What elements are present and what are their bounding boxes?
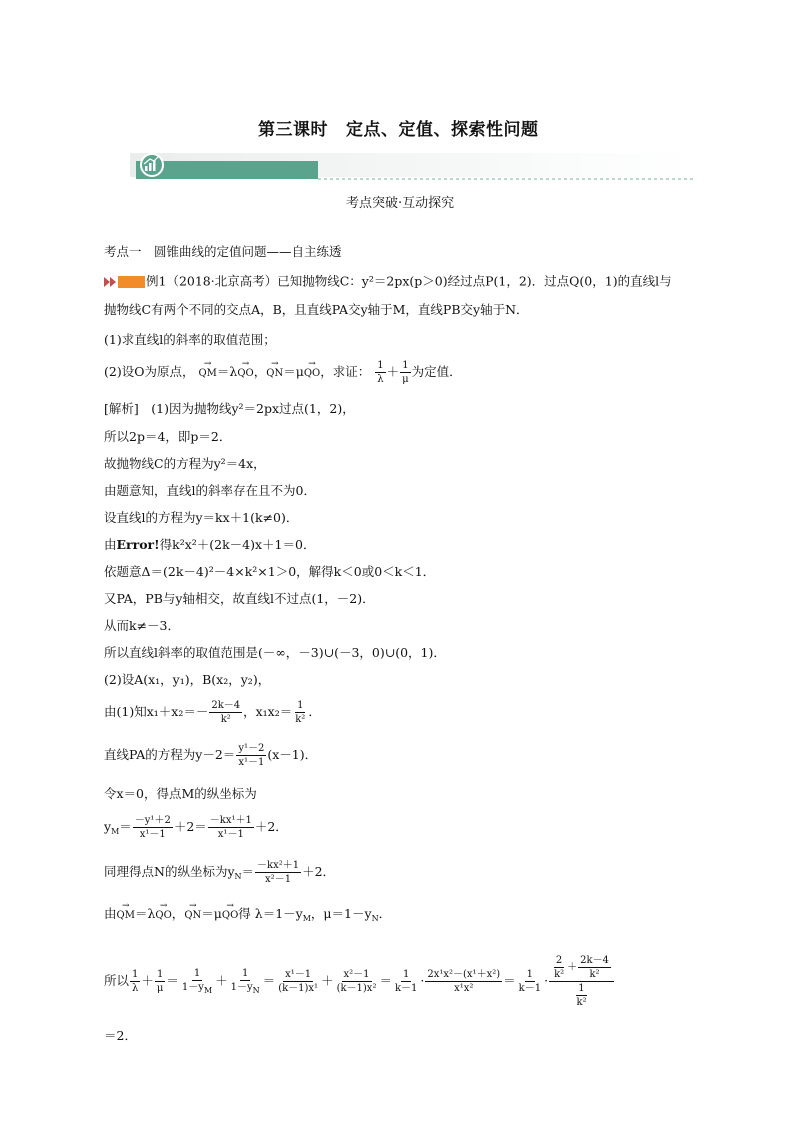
solution-line-15: $y_M=$ $\frac{\text{－y¹＋2}}{\text{x¹－1}}$ ＋2＝ $\frac{\text{－kx¹＋1}}{\text{x¹－1}}$ ＋2． (104, 815, 288, 840)
solution-line-10: 所以直线l斜率的取值范围是(－∞，－3)∪(－3，0)∪(0，1)． (104, 645, 446, 660)
title-topic: 定点、定值、探索性问题 (346, 120, 539, 140)
section-subtitle: 考点突破·互动探究 (346, 196, 455, 211)
page-title (258, 115, 539, 140)
solution-line-7: 依题意Δ＝(2k－4)²－4×k²×1＞0，解得k＜0或0＜k＜1． (104, 564, 436, 579)
solution-line-18: 所以 $\frac{1}{\lambda}$ ＋ $\frac{1}{\mu}$ ＝ $\frac{1}{1-y_M}$ ＋ $\frac{1}{1-y_N}$ ＝ $\frac{\text{x¹－1}}{\text{(k－1)x¹}}$ ＋ $\frac{\text{x²－1}}{\text{(k－1)x²}}$ ＝ $\frac{1}{k-1}$ · $\frac{\text{2x¹x²－(x¹＋x²)}}{\text{x¹x²}}$ ＝ $\frac{1}{k-1}$ · $\frac{2}{\text{k²}}$ ＋ $\frac{2k-4}{\text{k²}}$ $\frac{1}{\text{k²}}$ (104, 955, 615, 1008)
solution-line-2: 所以2p＝4，即p＝2． (104, 429, 232, 444)
solution-line-6: 由Error!得k²x²＋(2k－4)x＋1＝0． (104, 537, 316, 552)
error-field: Error! (116, 537, 160, 552)
solution-line-14: 令x＝0，得点M的纵坐标为 (104, 786, 257, 801)
example-label: 例1 (146, 273, 167, 289)
solution-line-12: 由(1)知x₁＋x₂＝－ $\frac{2k-4}{\text{k²}}$ ，x₁x₂＝ $\frac{1}{\text{k²}}$ ． (104, 700, 321, 725)
solution-line-16: 同理得点N的纵坐标为$y_N=$ $\frac{\text{－kx²＋1}}{\text{x²－1}}$ ＋2． (104, 860, 336, 885)
example-marker-icon (104, 275, 146, 289)
solution-line-1: [解析] (1)因为抛物线y²＝2px过点(1，2)， (104, 401, 355, 416)
solution-line-3: 故抛物线C的方程为y²＝4x， (104, 456, 266, 471)
example-line-1: 例1（2018·北京高考）已知抛物线C：y²＝2px(p＞0)经过点P(1，2)．过点Q(0，1)的直线l与 (104, 275, 672, 289)
example-line-2: 抛物线C有两个不同的交点A，B，且直线PA交y轴于M，直线PB交y轴于N． (104, 302, 529, 317)
solution-line-8: 又PA，PB与y轴相交，故直线l不过点(1，－2)． (104, 591, 375, 606)
title-lesson: 第三课时 (258, 120, 328, 140)
section-banner (130, 153, 695, 183)
solution-end: ＝2． (104, 1028, 137, 1043)
solution-line-13: 直线PA的方程为y－2＝ $\frac{\text{y¹－2}}{\text{x¹－1}}$ (x－1)． (104, 743, 318, 768)
question-2: (2)设O为原点， → QM＝λ→ QO，→ QN＝μ→ QO，求证： $\frac{1}{\lambda}$ ＋ $\frac{1}{\mu}$ 为定值． (104, 360, 462, 385)
solution-line-11: (2)设A(x₁，y₁)，B(x₂，y₂)， (104, 672, 271, 687)
question-1: (1)求直线l的斜率的取值范围； (104, 332, 276, 347)
solution-line-9: 从而k≠－3． (104, 618, 181, 633)
solution-line-17: 由→ QM＝λ→ QO，→ QN＝μ→ QO得 $\lambda=1-y_M$，$\mu=1-y_N$． (104, 908, 391, 923)
solution-line-5: 设直线l的方程为y＝kx＋1(k≠0)． (104, 510, 299, 525)
solution-line-4: 由题意知，直线l的斜率存在且不为0． (104, 483, 316, 498)
section-heading: 考点一 圆锥曲线的定值问题——自主练透 (104, 244, 342, 259)
chart-icon (141, 154, 163, 176)
